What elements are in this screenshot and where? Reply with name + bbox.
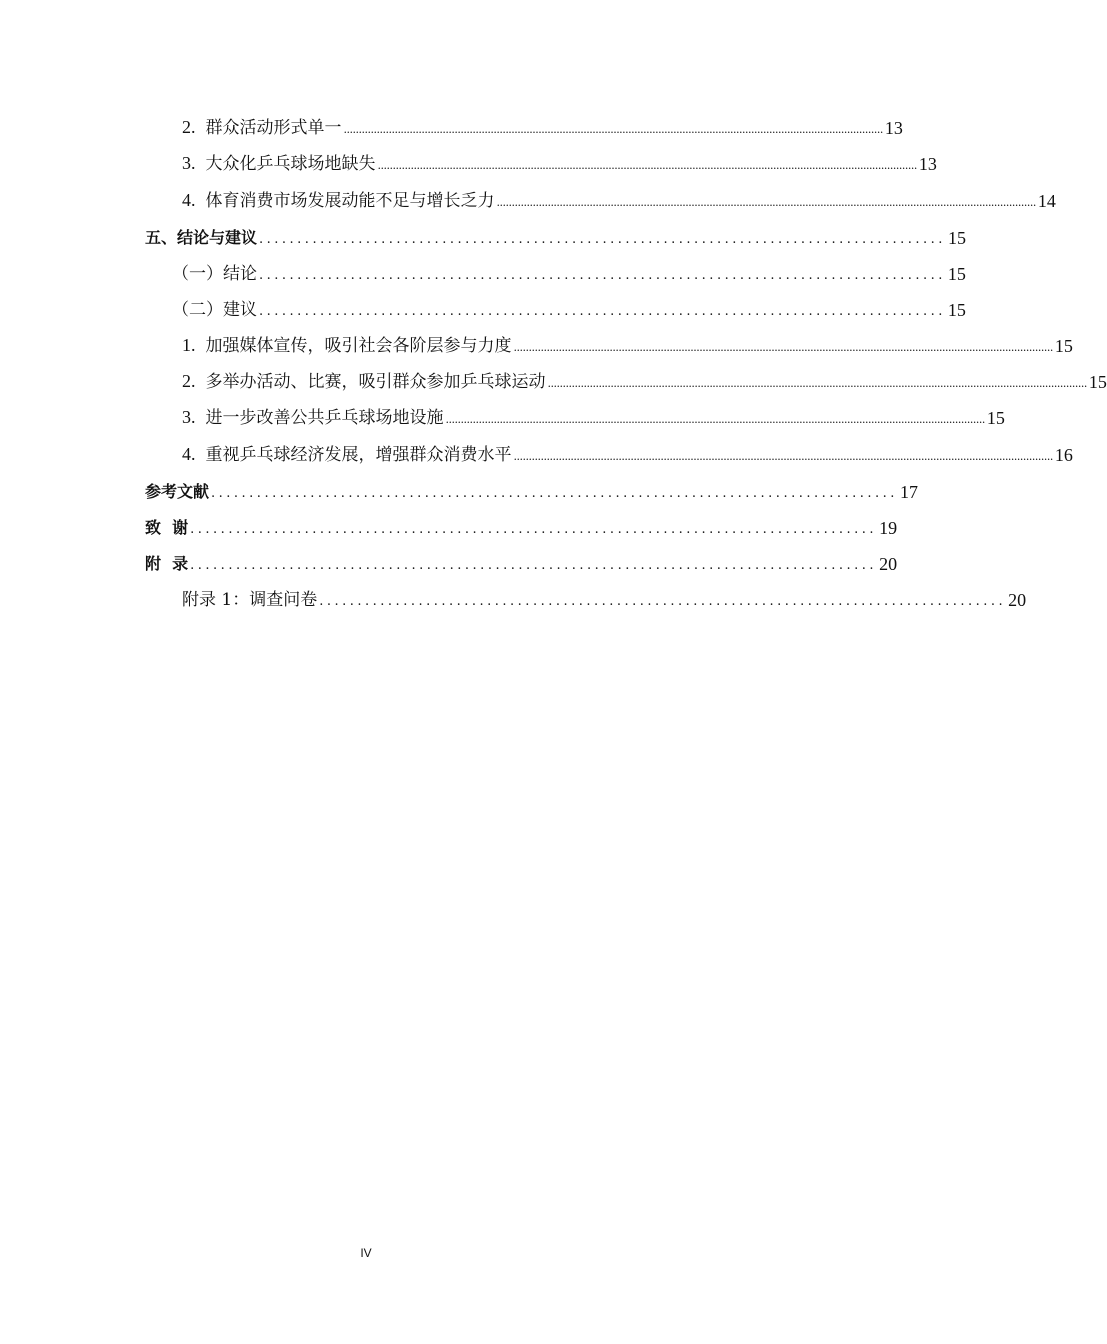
toc-entry-5-2[interactable] [172, 297, 966, 323]
dot-leader: .......................................................................................... [190, 522, 878, 537]
toc-page-number: 19 [879, 518, 898, 538]
toc-entry-references[interactable] [145, 479, 918, 505]
toc-page-number: 17 [899, 482, 918, 502]
toc-entry-chapter-5[interactable] [145, 225, 966, 251]
toc-entry-number: 1. [182, 335, 196, 355]
toc-entry-title: 重视乒乓球经济发展，增强群众消费水平 [205, 445, 512, 465]
toc-entry-title: （一）结论 [172, 264, 257, 284]
toc-entry-5-1[interactable] [172, 261, 966, 287]
toc-page-number: 15 [947, 228, 966, 248]
toc-entry-number: 3. [182, 153, 196, 173]
toc-entry-number: 4. [182, 190, 196, 210]
toc-entry-5-2-2[interactable] [182, 369, 1107, 395]
toc-entry-4-3[interactable] [182, 151, 937, 177]
dot-leader: .................................................................................................................................................................................... [513, 450, 1053, 463]
dot-leader: .......................................................................................... [319, 594, 1007, 609]
toc-entry-title: （二）建议 [172, 300, 257, 320]
toc-entry-title: 体育消费市场发展动能不足与增长乏力 [205, 191, 495, 211]
toc-entry-title: 加强媒体宣传，吸引社会各阶层参与力度 [205, 336, 512, 356]
dot-leader: .......................................................................................... [259, 304, 946, 319]
dot-leader: .................................................................................................................................................................................... [377, 159, 917, 172]
toc-entry-title: 群众活动形式单一 [205, 118, 342, 138]
toc-entry-5-2-4[interactable] [182, 442, 1073, 468]
dot-leader: .......................................................................................... [211, 486, 898, 501]
toc-page-number: 13 [884, 118, 903, 138]
dot-leader: .......................................................................................... [259, 232, 946, 247]
toc-entry-appendix-1[interactable] [182, 587, 1027, 613]
toc-entry-title: 附录 1：调查问卷 [182, 590, 318, 610]
toc-entry-title: 五、结论与建议 [145, 228, 258, 247]
page-footer [0, 1246, 732, 1260]
dot-leader: .......................................................................................... [190, 558, 878, 573]
toc-entry-title: 进一步改善公共乒乓球场地设施 [205, 408, 444, 428]
toc-page-number: 15 [947, 264, 966, 284]
toc-page-number: 14 [1037, 191, 1056, 211]
toc-entry-number: 2. [182, 371, 196, 391]
toc-entry-title: 附 录 [145, 554, 189, 573]
toc-page-number: 15 [1088, 372, 1107, 392]
toc-page-number: 13 [918, 154, 937, 174]
toc-entry-acknowledgements[interactable] [145, 515, 898, 541]
dot-leader: .................................................................................................................................................................................... [445, 413, 985, 426]
toc-entry-5-2-3[interactable] [182, 405, 1005, 431]
dot-leader: .................................................................................................................................................................................... [496, 196, 1036, 209]
dot-leader: .................................................................................................................................................................................... [513, 341, 1053, 354]
toc-page-number: 15 [1054, 336, 1073, 356]
toc-entry-number: 2. [182, 117, 196, 137]
toc-page-number: 16 [1054, 445, 1073, 465]
toc-entry-title: 大众化乒乓球场地缺失 [205, 154, 376, 174]
toc-page-number: 15 [947, 300, 966, 320]
toc-entry-number: 3. [182, 407, 196, 427]
page-number: IV [360, 1246, 372, 1260]
toc-entry-4-4[interactable] [182, 188, 1056, 214]
toc-page-number: 20 [879, 554, 898, 574]
toc-entry-appendix[interactable] [145, 551, 898, 577]
toc-entry-title: 参考文献 [145, 482, 210, 501]
toc-entry-number: 4. [182, 444, 196, 464]
dot-leader: .................................................................................................................................................................................... [547, 377, 1087, 390]
toc-entry-title: 多举办活动、比赛，吸引群众参加乒乓球运动 [205, 372, 546, 392]
dot-leader: .......................................................................................... [259, 268, 946, 283]
toc-entry-5-2-1[interactable] [182, 333, 1073, 359]
toc-page-number: 20 [1008, 590, 1027, 610]
dot-leader: .................................................................................................................................................................................... [343, 123, 883, 136]
toc-entry-4-2[interactable] [182, 115, 903, 141]
toc-entry-title: 致 谢 [145, 518, 189, 537]
toc-page-number: 15 [986, 408, 1005, 428]
